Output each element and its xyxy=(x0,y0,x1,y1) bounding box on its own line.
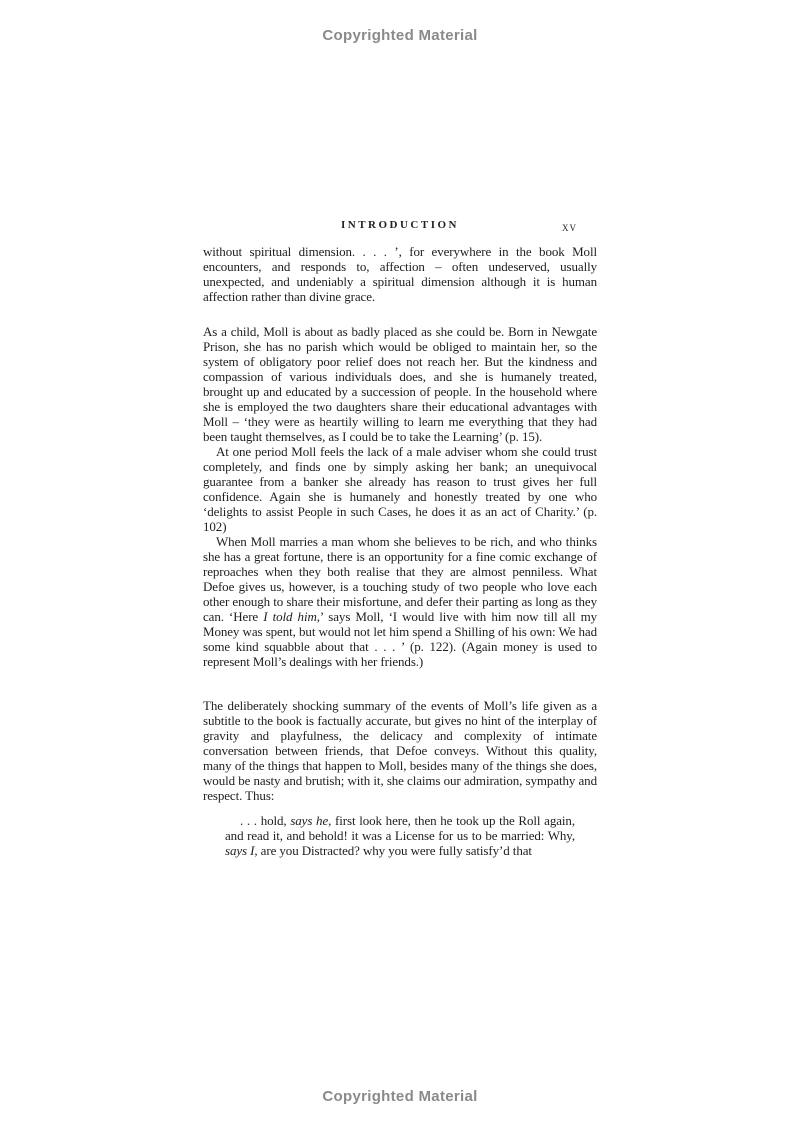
paragraph xyxy=(203,324,597,444)
copyright-notice-top: Copyrighted Material xyxy=(322,27,478,44)
page-number: xv xyxy=(562,219,577,234)
text-segment: . . . hold, xyxy=(240,813,291,828)
paragraph xyxy=(203,244,597,304)
text-segment: ,’ says Moll, ‘I would live with him now till all my Money was spent, but would not let him spend a Shilling of his own: We had some kind squabble about that . . . ’ (p. 122). (Again money is used to represent Moll’s dealings with her friends.) xyxy=(203,609,598,669)
block-quote xyxy=(225,813,575,858)
body-text xyxy=(203,244,597,858)
paragraph xyxy=(203,534,597,669)
text-segment: , are you Distracted? why you were fully satisfy’d that xyxy=(254,843,532,858)
text-segment: says he xyxy=(290,813,329,828)
text-segment: The deliberately shocking summary of the events of Moll’s life given as a subtitle to the book is factually accurate, but gives no hint of the interplay of gravity and playfulness, the delicacy and complexity of intimate conversation between friends, that Defoe conveys. Without this quality, many of the things that happen to Moll, besides many of the things she does, would be nasty and brutish; with it, she claims our admiration, sympathy and respect. Thus: xyxy=(203,698,597,803)
text-segment: When Moll marries a man whom she believes to be rich, and who thinks she has a great fortune, there is an opportunity for a fine comic exchange of reproaches when they both realise that they are almost penniless. What Defoe gives us, however, is a touching study of two people who love each other enough to share their misfortune, and defer their parting as long as they can. ‘Here xyxy=(203,534,597,624)
copyright-notice-bottom: Copyrighted Material xyxy=(322,1088,478,1105)
text-segment: without spiritual dimension. . . . ’, for everywhere in the book Moll encounters, and responds to, affection – often undeserved, usually unexpected, and undeniably a spiritual dimension although it is human affection rather than divine grace. xyxy=(203,244,597,304)
text-segment: As a child, Moll is about as badly placed as she could be. Born in Newgate Prison, she has no parish which would be obliged to maintain her, so the system of obligatory poor relief does not reach her. But the kindness and compassion of various individuals does, and she is humanely treated, brought up and educated by a succession of people. In the household where she is employed the two daughters share their educational advantages with Moll – ‘they were as heartily willing to learn me everything that they had been taught themselves, as I could be to take the Learning’ (p. 15). xyxy=(203,324,597,444)
text-segment: At one period Moll feels the lack of a male adviser whom she could trust completely, and finds one by simply asking her bank; an unequivocal guarantee from a banker she already has reason to trust gives her full confidence. Again she is humanely and honestly treated by one who ‘delights to assist People in such Cases, he does it as an act of Charity.’ (p. 102) xyxy=(203,444,597,534)
paragraph xyxy=(203,444,597,534)
paragraph xyxy=(203,698,597,803)
text-segment: I told him xyxy=(263,609,317,624)
text-segment: , first look here, then he took up the Roll again, and read it, and behold! it was a License for us to be married: Why, xyxy=(225,813,575,843)
running-header xyxy=(203,219,597,234)
text-segment: says I xyxy=(225,843,255,858)
header-title: INTRODUCTION xyxy=(340,219,459,231)
text-block xyxy=(203,219,597,858)
